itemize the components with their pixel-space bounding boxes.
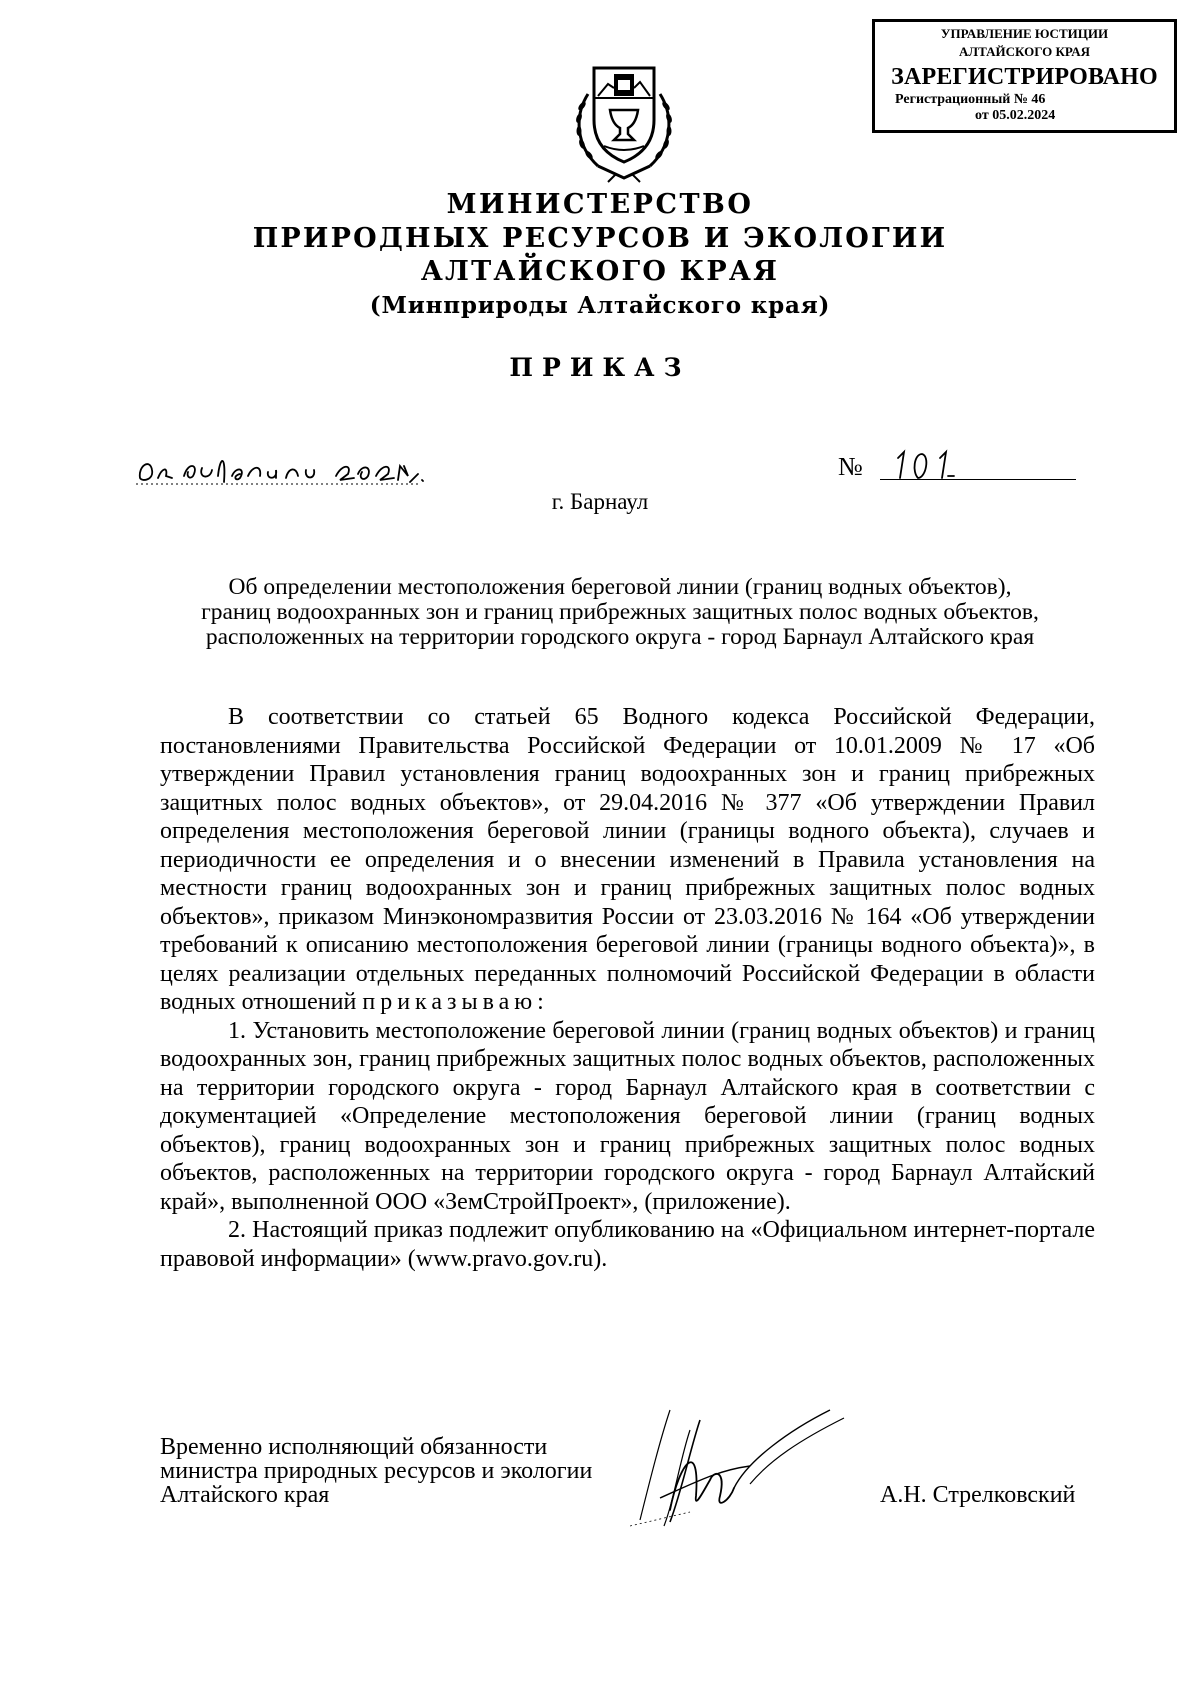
signatory-position-line3: Алтайского края bbox=[160, 1482, 330, 1508]
order-number-label: № bbox=[838, 452, 863, 481]
stamp-org-line2: АЛТАЙСКОГО КРАЯ bbox=[959, 44, 1090, 59]
order-city: г. Барнаул bbox=[551, 489, 649, 514]
stamp-reg-number: Регистрационный № 46 bbox=[895, 92, 1046, 107]
order-title-line2: границ водоохранных зон и границ прибрежных защитных полос водных объектов, bbox=[201, 599, 1039, 625]
stamp-date: от 05.02.2024 bbox=[975, 108, 1056, 123]
preamble-text: В соответствии со статьей 65 Водного кодекса Российской Федерации, постановлениями Правительства Российской Федерации от 10.01.2009 № 17 «Об утверждении Правил установления границ водоохранных зон и границ прибрежных защитных полос водных объектов», от 29.04.2016 № 377 «Об утверждении Правил определения местоположения береговой линии (границы водного объекта), случаев и периодичности ее определения и о внесении изменений в Правила установления на местности границ водоохранных зон и границ прибрежных защитных полос водных объектов», приказом Минэкономразвития России от 23.03.2016 № 164 «Об утверждении требований к описанию местоположения береговой линии (границы водного объекта)», в целях реализации отдельных переданных полномочий Российской Федерации в области водных отношений bbox=[160, 704, 1095, 1015]
handwritten-signature bbox=[630, 1400, 850, 1530]
ministry-short-name: (Минприроды Алтайского края) bbox=[369, 292, 831, 319]
signatory-name: А.Н. Стрелковский bbox=[880, 1482, 1076, 1508]
handwritten-date bbox=[136, 448, 426, 488]
order-item-2: 2. Настоящий приказ подлежит опубликованию на «Официальном интернет-портале правовой информации» (www.pravo.gov.ru). bbox=[160, 1217, 1095, 1272]
order-number-line bbox=[880, 479, 1076, 480]
order-title bbox=[140, 575, 1100, 650]
preamble-paragraph bbox=[160, 703, 1095, 1017]
stamp-title: ЗАРЕГИСТРИРОВАНО bbox=[891, 64, 1158, 90]
stamp-org-line1: УПРАВЛЕНИЕ ЮСТИЦИИ bbox=[940, 26, 1109, 41]
registration-stamp bbox=[872, 19, 1177, 133]
document-type: ПРИКАЗ bbox=[509, 353, 691, 382]
order-body bbox=[160, 703, 1095, 1273]
signatory-position-line2: министра природных ресурсов и экологии bbox=[160, 1458, 593, 1484]
ministry-name-line3: АЛТАЙСКОГО КРАЯ bbox=[420, 256, 780, 287]
coat-of-arms-icon bbox=[568, 54, 680, 184]
signatory-position-line1: Временно исполняющий обязанности bbox=[160, 1434, 548, 1460]
ministry-name-line1: МИНИСТЕРСТВО bbox=[446, 189, 754, 220]
order-item-1: 1. Установить местоположение береговой линии (границ водных объектов) и границ водоохранных зон, границ прибрежных защитных полос водных объектов, расположенных на территории городского округа - город Барнаул Алтайского края в соответствии с документацией «Определение местоположения береговой линии (границ водных объектов), границ водоохранных зон и границ прибрежных защитных полос водных объектов, расположенных на территории городского округа - город Барнаул Алтайский край», выполненной ООО «ЗемСтройПроект», (приложение). bbox=[160, 1017, 1095, 1215]
order-word: приказываю: bbox=[362, 989, 549, 1015]
order-title-line1: Об определении местоположения береговой линии (границ водных объектов), bbox=[228, 574, 1012, 600]
handwritten-number bbox=[890, 448, 970, 480]
order-title-line3: расположенных на территории городского округа - город Барнаул Алтайского края bbox=[205, 624, 1035, 650]
ministry-name-line2: ПРИРОДНЫХ РЕСУРСОВ И ЭКОЛОГИИ bbox=[252, 223, 948, 254]
signatory-position bbox=[160, 1435, 592, 1507]
